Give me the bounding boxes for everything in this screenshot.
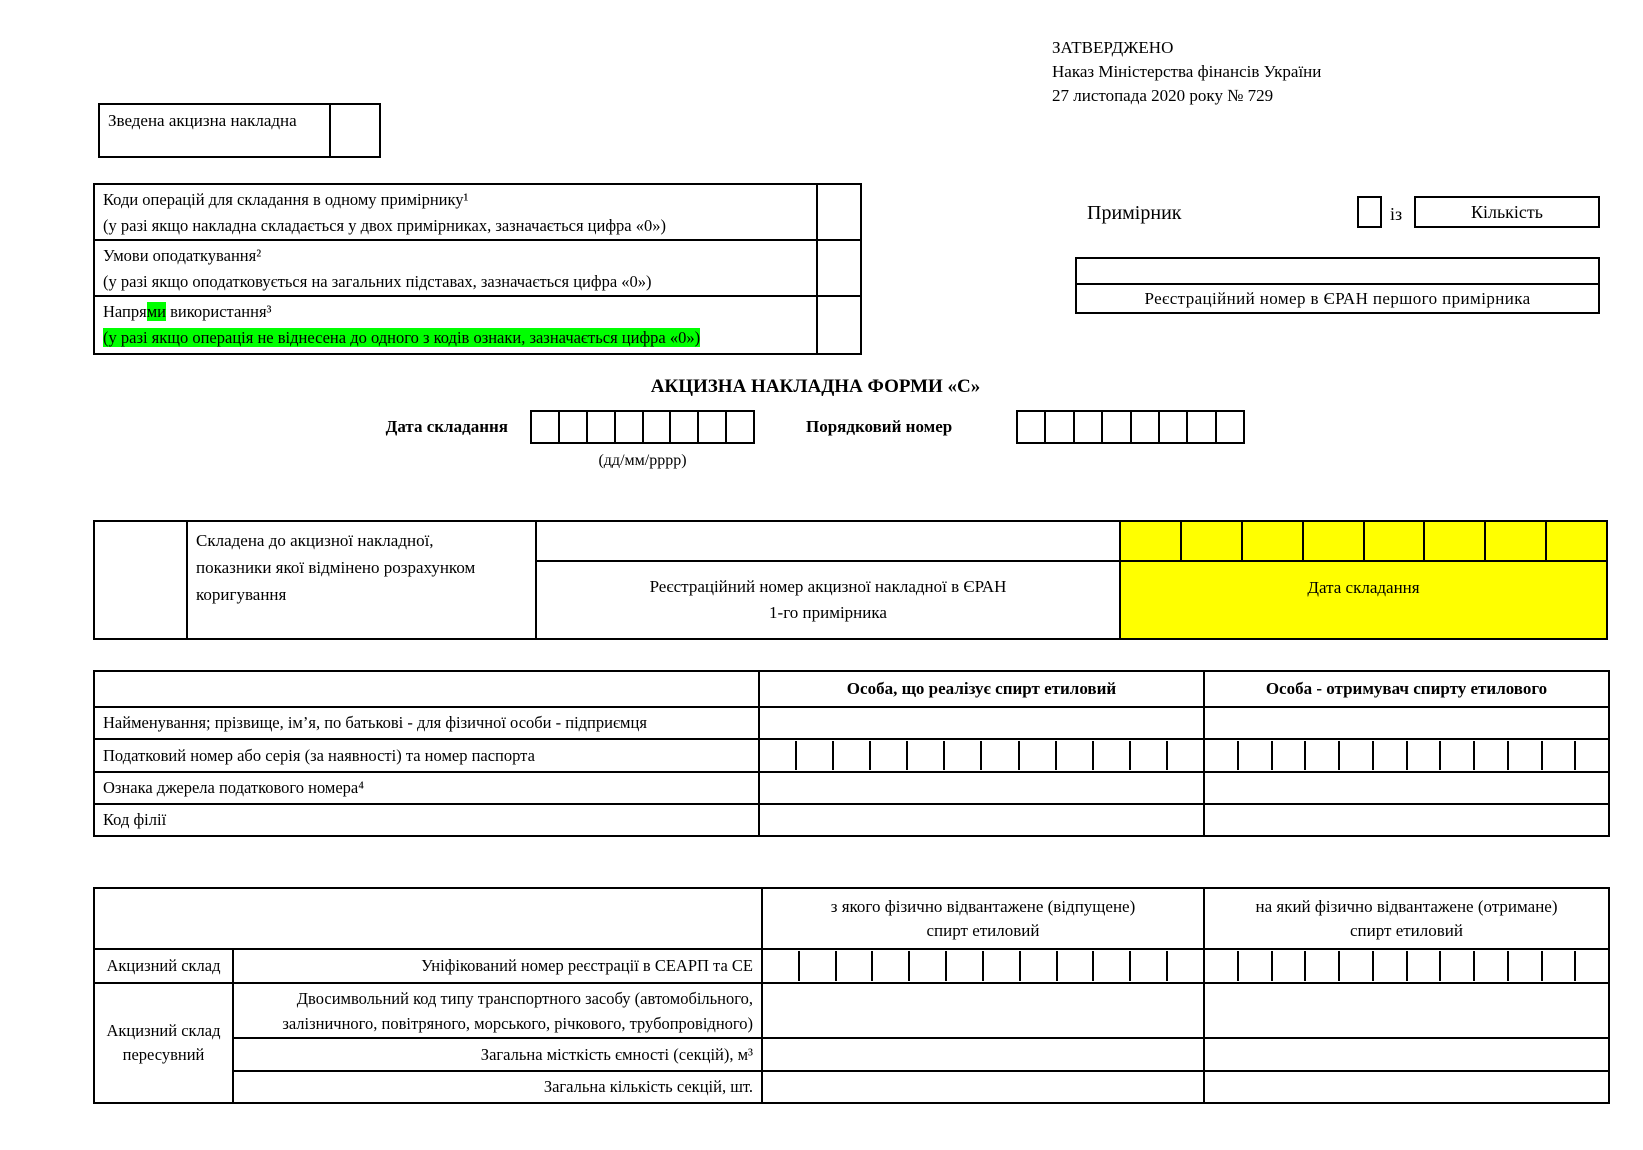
searp-digit-cell[interactable] — [1507, 951, 1541, 981]
receiver-source-cell[interactable] — [1204, 772, 1609, 804]
codes-row-3-value-cell[interactable] — [818, 297, 860, 353]
approval-block — [1052, 36, 1321, 108]
date-format-hint: (дд/мм/рррр) — [598, 452, 687, 469]
tax-digit-cell[interactable] — [1129, 741, 1166, 770]
warehouse-from-header — [762, 888, 1204, 949]
codes-row-2 — [95, 241, 860, 297]
tax-digit-cell[interactable] — [906, 741, 943, 770]
tax-digit-cell[interactable] — [1092, 741, 1129, 770]
approval-line-2: Наказ Міністерства фінансів України — [1052, 62, 1322, 81]
searp-number-label: Уніфікований номер реєстрації в СЕАРП та СЕ — [233, 949, 762, 983]
codes-row-3-text — [95, 297, 818, 353]
searp-digit-cell[interactable] — [763, 951, 798, 981]
tax-digit-cell[interactable] — [1574, 741, 1608, 770]
searp-digit-cell[interactable] — [1338, 951, 1372, 981]
tax-digit-cell[interactable] — [1372, 741, 1406, 770]
tax-digit-cell[interactable] — [1055, 741, 1092, 770]
codes-row-2-title: Умови оподаткування² — [103, 246, 262, 265]
receiver-branch-cell[interactable] — [1204, 804, 1609, 836]
eran-registration-label: Реєстраційний номер в ЄРАН першого примірника — [1144, 288, 1531, 308]
searp-digit-cell[interactable] — [835, 951, 872, 981]
codes-row-3-title-highlight: ми — [146, 302, 166, 321]
warehouse-transport-row — [94, 983, 1609, 1038]
correction-date-col — [1121, 522, 1606, 638]
correction-mark-cell[interactable] — [95, 522, 188, 638]
codes-row-1-title: Коди операцій для складання в одному примірнику¹ — [103, 190, 469, 209]
correction-date-digit-cell[interactable] — [1302, 522, 1363, 560]
tax-digit-cell[interactable] — [1205, 741, 1237, 770]
searp-digit-cell[interactable] — [1473, 951, 1507, 981]
from-capacity-cell[interactable] — [762, 1038, 1204, 1071]
searp-digit-cell[interactable] — [1271, 951, 1305, 981]
correction-date-cells — [1121, 522, 1606, 562]
date-digit-cell[interactable] — [669, 412, 697, 442]
seller-tax-cells — [760, 741, 1203, 770]
to-sections-cell[interactable] — [1204, 1071, 1609, 1103]
persons-name-row — [94, 707, 1609, 739]
tax-digit-cell[interactable] — [1338, 741, 1372, 770]
warehouse-searp-row — [94, 949, 1609, 983]
correction-date-label: Дата складання — [1121, 562, 1606, 638]
correction-date-digit-cell[interactable] — [1363, 522, 1424, 560]
date-digit-cell[interactable] — [614, 412, 642, 442]
seller-name-cell[interactable] — [759, 707, 1204, 739]
tax-number-label: Податковий номер або серія (за наявності) та номер паспорта — [94, 739, 759, 772]
tax-digit-cell[interactable] — [1439, 741, 1473, 770]
date-digit-cell[interactable] — [725, 412, 753, 442]
correction-table — [93, 520, 1608, 640]
codes-row-2-text — [95, 241, 818, 295]
persons-tax-row — [94, 739, 1609, 772]
searp-digit-cell[interactable] — [798, 951, 835, 981]
name-label: Найменування; прізвище, ім’я, по батькові - для фізичної особи - підприємця — [94, 707, 759, 739]
capacity-label: Загальна місткість ємності (секцій), м³ — [233, 1038, 762, 1071]
copy-label: Примірник — [1087, 202, 1182, 224]
operation-codes-table — [93, 183, 862, 355]
serial-digit-cell[interactable] — [1101, 412, 1129, 442]
from-transport-cell[interactable] — [762, 983, 1204, 1038]
serial-number-label: Порядковий номер — [806, 417, 953, 436]
correction-date-digit-cell[interactable] — [1423, 522, 1484, 560]
correction-reg-number-col — [537, 522, 1121, 638]
copy-of-label: із — [1390, 204, 1403, 224]
serial-digit-cell[interactable] — [1130, 412, 1158, 442]
warehouse-header-row — [94, 888, 1609, 949]
searp-digit-cell[interactable] — [908, 951, 945, 981]
searp-digit-cell[interactable] — [1304, 951, 1338, 981]
copy-count-box[interactable]: Кількість — [1414, 196, 1600, 228]
consolidated-invoice-box — [98, 103, 381, 158]
from-searp-cells — [763, 951, 1203, 981]
codes-row-3-title-post: використання³ — [165, 302, 272, 321]
correction-date-digit-cell[interactable] — [1241, 522, 1302, 560]
consolidated-invoice-value-cell[interactable] — [331, 105, 379, 156]
warehouse-to-header-line-2: спирт етиловий — [1350, 920, 1463, 940]
persons-header-empty-cell — [94, 671, 759, 707]
persons-branch-row — [94, 804, 1609, 836]
warehouse-header-empty-cell — [94, 888, 762, 949]
tax-digit-cell[interactable] — [1406, 741, 1440, 770]
eran-registration-value-cell[interactable] — [1077, 259, 1598, 285]
searp-digit-cell[interactable] — [1056, 951, 1093, 981]
tax-source-label: Ознака джерела податкового номера⁴ — [94, 772, 759, 804]
tax-digit-cell[interactable] — [1507, 741, 1541, 770]
searp-digit-cell[interactable] — [1092, 951, 1129, 981]
warehouse-capacity-row — [94, 1038, 1609, 1071]
tax-digit-cell[interactable] — [1304, 741, 1338, 770]
correction-label — [188, 522, 537, 638]
tax-digit-cell[interactable] — [869, 741, 906, 770]
codes-row-2-value-cell[interactable] — [818, 241, 860, 295]
correction-reg-number-label — [537, 562, 1119, 638]
sections-count-label: Загальна кількість секцій, шт. — [233, 1071, 762, 1103]
tax-digit-cell[interactable] — [1473, 741, 1507, 770]
codes-row-1-value-cell[interactable] — [818, 185, 860, 239]
serial-number-cells — [1016, 410, 1245, 444]
searp-digit-cell[interactable] — [1166, 951, 1203, 981]
seller-branch-cell[interactable] — [759, 804, 1204, 836]
correction-label-line-1: Складена до акцизної накладної, — [196, 531, 434, 550]
correction-reg-number-label-line-1: Реєстраційний номер акцизної накладної в ЄРАН — [649, 577, 1007, 596]
persons-header-row — [94, 671, 1609, 707]
searp-digit-cell[interactable] — [1406, 951, 1440, 981]
codes-row-3-title — [103, 299, 808, 325]
date-digit-cell[interactable] — [642, 412, 670, 442]
codes-row-3-title-pre: Напря — [103, 302, 147, 321]
tax-digit-cell[interactable] — [1541, 741, 1575, 770]
warehouse-label: Акцизний склад — [94, 949, 233, 983]
tax-digit-cell[interactable] — [980, 741, 1017, 770]
warehouse-from-header-line-1: з якого фізично відвантажене (відпущене) — [830, 896, 1136, 916]
seller-tax-cells-container — [759, 739, 1204, 772]
codes-row-3-note-highlight: (у разі якщо операція не віднесена до одного з кодів ознаки, зазначається цифра «0») — [103, 328, 701, 347]
serial-digit-cell[interactable] — [1044, 412, 1072, 442]
searp-digit-cell[interactable] — [945, 951, 982, 981]
searp-digit-cell[interactable] — [1205, 951, 1237, 981]
serial-digit-cell[interactable] — [1158, 412, 1186, 442]
branch-code-label: Код філії — [94, 804, 759, 836]
to-capacity-cell[interactable] — [1204, 1038, 1609, 1071]
correction-reg-number-value-cell[interactable] — [537, 522, 1119, 562]
receiver-header: Особа - отримувач спирту етилового — [1204, 671, 1609, 707]
to-searp-cells-container — [1204, 949, 1609, 983]
codes-row-3-note — [103, 325, 808, 351]
searp-digit-cell[interactable] — [1372, 951, 1406, 981]
approval-line-1: ЗАТВЕРДЖЕНО — [1052, 38, 1174, 57]
seller-source-cell[interactable] — [759, 772, 1204, 804]
searp-digit-cell[interactable] — [871, 951, 908, 981]
warehouse-from-header-line-2: спирт етиловий — [926, 920, 1040, 940]
to-searp-cells — [1205, 951, 1608, 981]
persons-source-row — [94, 772, 1609, 804]
searp-digit-cell[interactable] — [1019, 951, 1056, 981]
tax-digit-cell[interactable] — [832, 741, 869, 770]
codes-row-1 — [95, 185, 860, 241]
eran-registration-box — [1075, 257, 1600, 314]
correction-reg-number-label-line-2: 1-го примірника — [769, 603, 887, 622]
searp-digit-cell[interactable] — [982, 951, 1019, 981]
codes-row-2-note: (у разі якщо оподатковується на загальних підставах, зазначається цифра «0») — [103, 272, 652, 291]
serial-digit-cell[interactable] — [1186, 412, 1214, 442]
date-digit-cell[interactable] — [532, 412, 558, 442]
tax-digit-cell[interactable] — [795, 741, 832, 770]
to-transport-cell[interactable] — [1204, 983, 1609, 1038]
correction-date-digit-cell[interactable] — [1545, 522, 1606, 560]
form-title: АКЦИЗНА НАКЛАДНА ФОРМИ «С» — [650, 376, 981, 397]
codes-row-1-note: (у разі якщо накладна складається у двох примірниках, зазначається цифра «0») — [103, 216, 666, 235]
correction-date-digit-cell[interactable] — [1180, 522, 1241, 560]
mobile-warehouse-label: Акцизний склад пересувний — [94, 983, 233, 1103]
serial-digit-cell[interactable] — [1215, 412, 1243, 442]
consolidated-invoice-label: Зведена акцизна накладна — [100, 105, 331, 156]
codes-row-1-text — [95, 185, 818, 239]
from-searp-cells-container — [762, 949, 1204, 983]
serial-digit-cell[interactable] — [1073, 412, 1101, 442]
correction-label-line-2: показники якої відмінено розрахунком — [196, 558, 476, 577]
warehouse-table — [93, 887, 1610, 1104]
transport-code-label: Двосимвольний код типу транспортного засобу (автомобільного, залізничного, повітряного, морського, річкового, трубопровідного) — [233, 983, 762, 1038]
tax-digit-cell[interactable] — [760, 741, 795, 770]
date-cells — [530, 410, 755, 444]
receiver-tax-cells-container — [1204, 739, 1609, 772]
copy-number-cell[interactable] — [1357, 196, 1382, 228]
searp-digit-cell[interactable] — [1574, 951, 1608, 981]
tax-digit-cell[interactable] — [1166, 741, 1203, 770]
serial-digit-cell[interactable] — [1018, 412, 1044, 442]
searp-digit-cell[interactable] — [1439, 951, 1473, 981]
date-digit-cell[interactable] — [586, 412, 614, 442]
tax-digit-cell[interactable] — [1237, 741, 1271, 770]
approval-line-3: 27 листопада 2020 року № 729 — [1052, 86, 1274, 105]
tax-digit-cell[interactable] — [943, 741, 980, 770]
receiver-name-cell[interactable] — [1204, 707, 1609, 739]
seller-header: Особа, що реалізує спирт етиловий — [759, 671, 1204, 707]
correction-date-digit-cell[interactable] — [1484, 522, 1545, 560]
correction-label-line-3: коригування — [196, 585, 287, 604]
warehouse-sections-row — [94, 1071, 1609, 1103]
persons-table — [93, 670, 1610, 837]
date-digit-cell[interactable] — [558, 412, 586, 442]
searp-digit-cell[interactable] — [1541, 951, 1575, 981]
searp-digit-cell[interactable] — [1237, 951, 1271, 981]
tax-digit-cell[interactable] — [1018, 741, 1055, 770]
warehouse-to-header — [1204, 888, 1609, 949]
date-digit-cell[interactable] — [697, 412, 725, 442]
codes-row-3 — [95, 297, 860, 353]
from-sections-cell[interactable] — [762, 1071, 1204, 1103]
date-label: Дата складання — [385, 417, 508, 436]
correction-date-digit-cell[interactable] — [1121, 522, 1180, 560]
searp-digit-cell[interactable] — [1129, 951, 1166, 981]
tax-digit-cell[interactable] — [1271, 741, 1305, 770]
warehouse-to-header-line-1: на який фізично відвантажене (отримане) — [1255, 896, 1558, 916]
receiver-tax-cells — [1205, 741, 1608, 770]
